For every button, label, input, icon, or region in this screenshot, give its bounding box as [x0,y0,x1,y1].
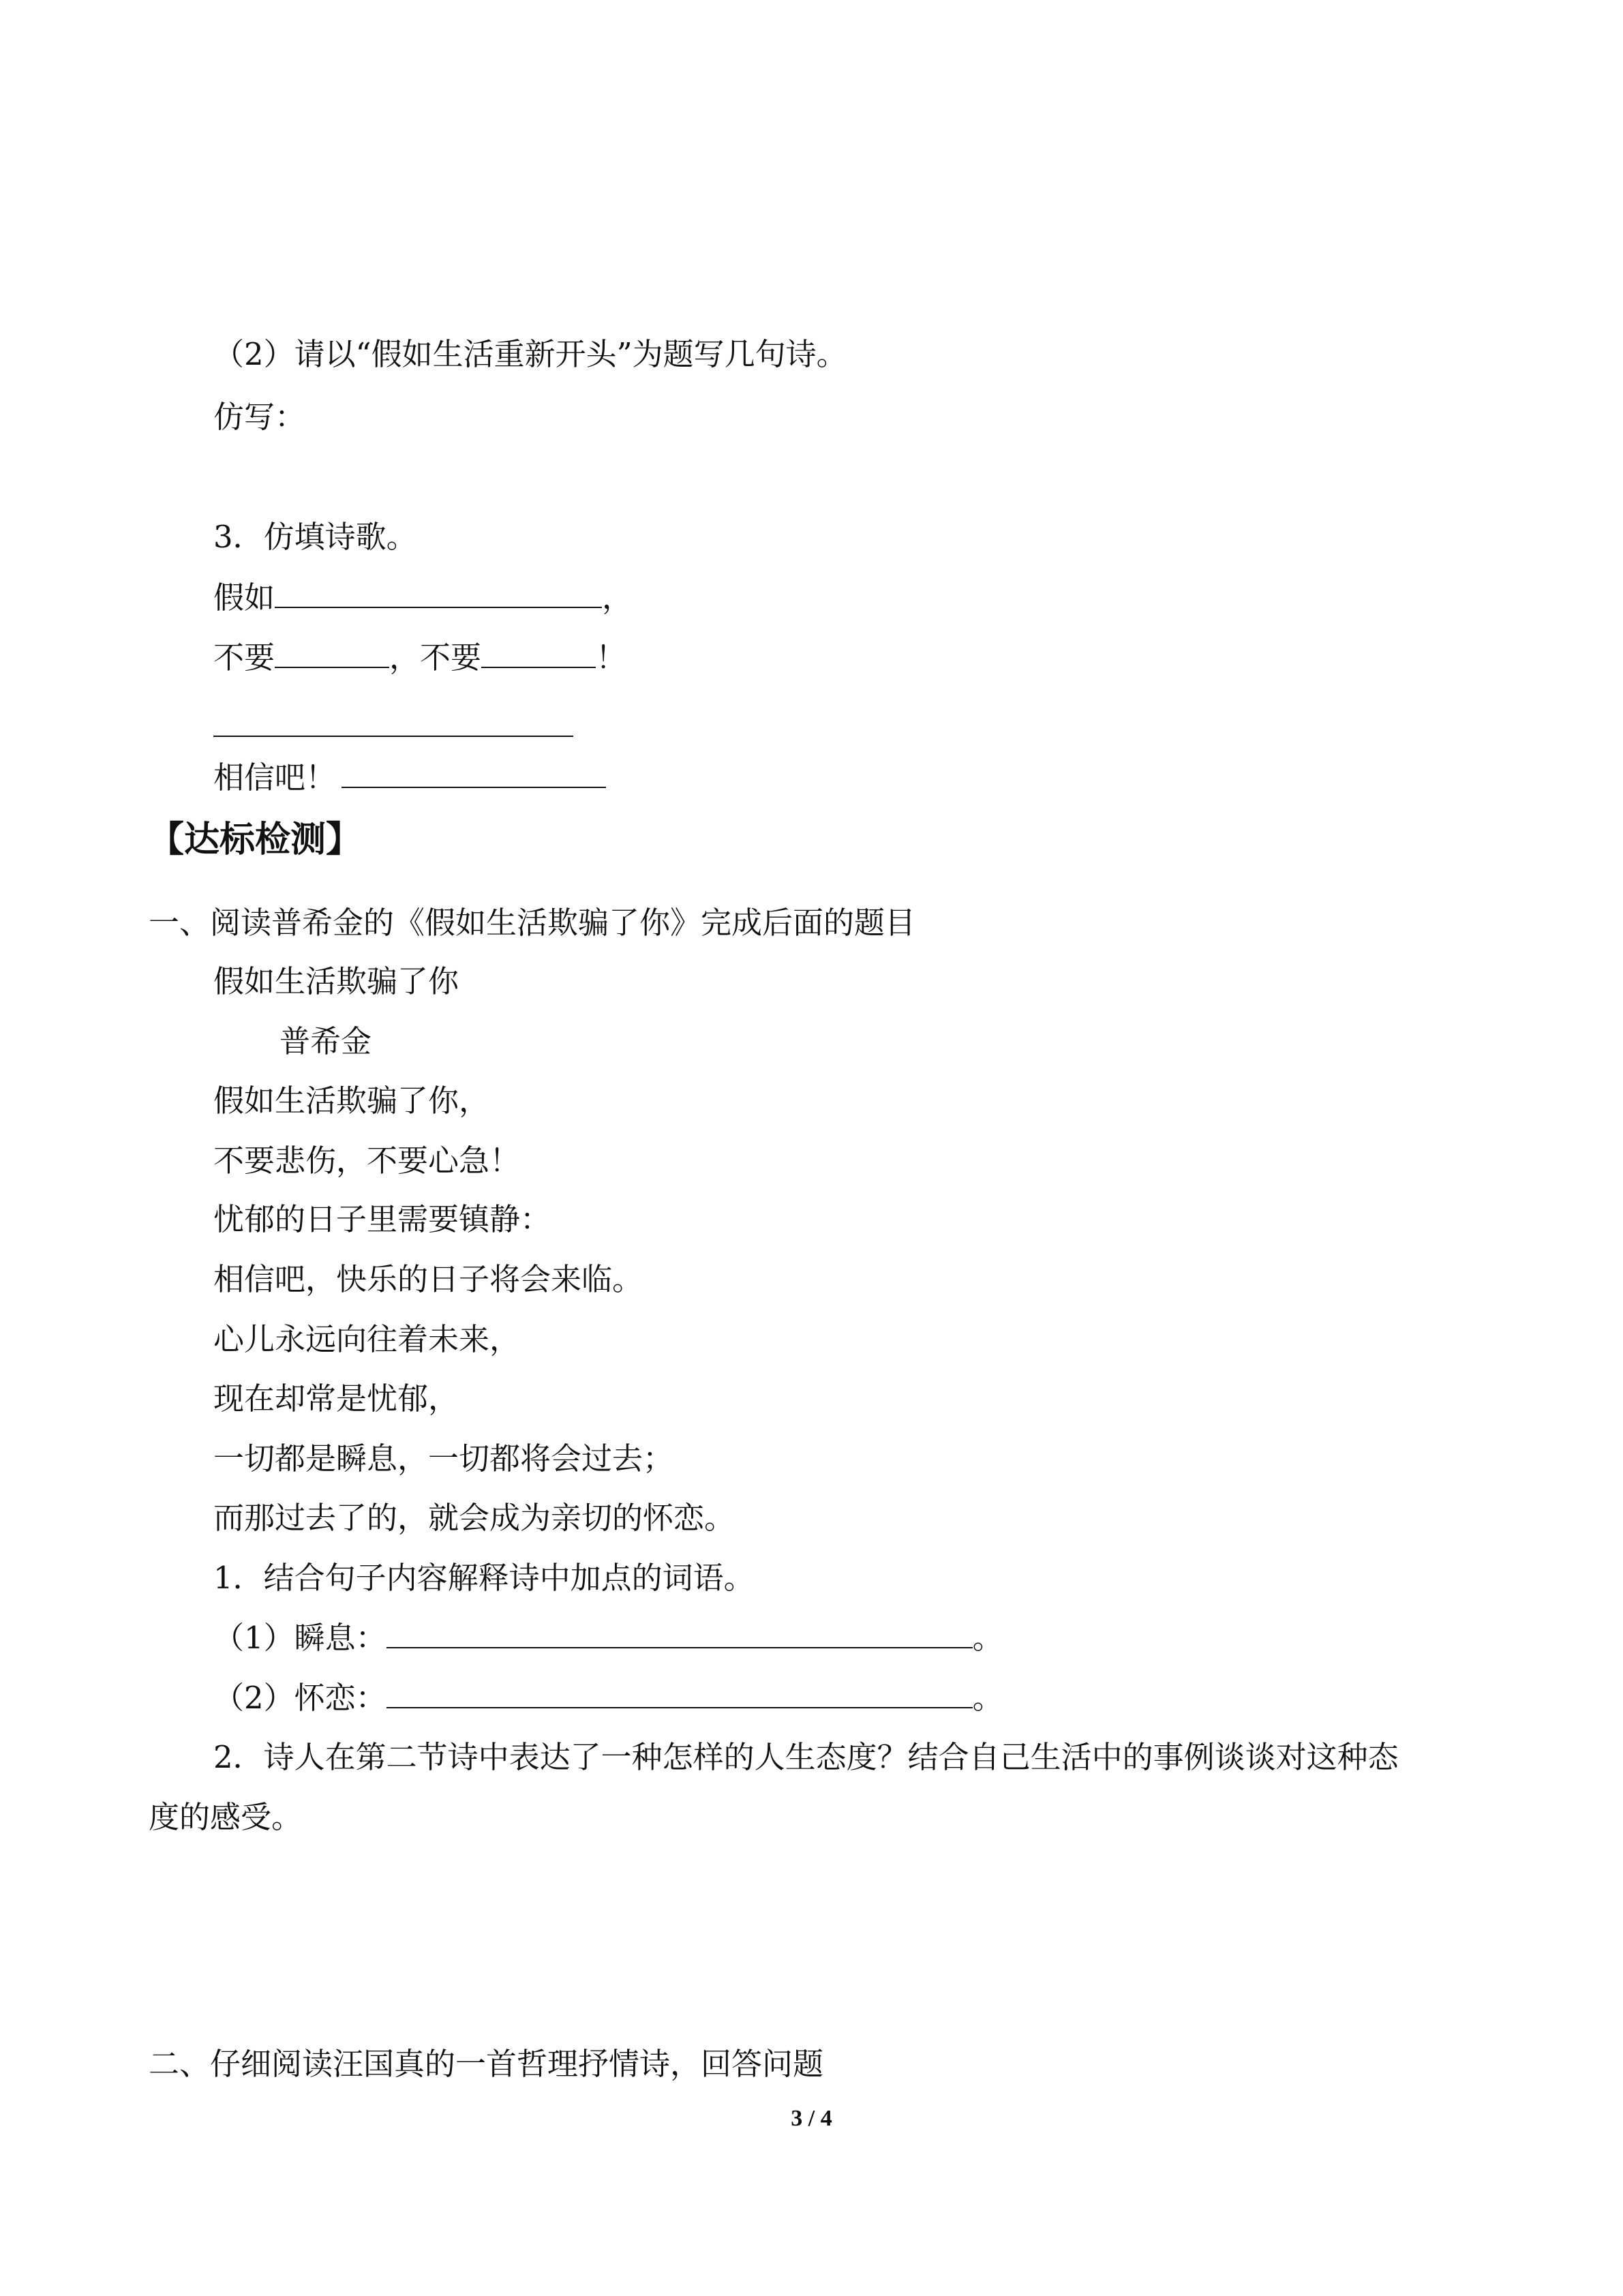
fill-line-2-suffix: ！ [596,639,627,676]
page-number: 3 / 4 [791,2106,832,2131]
fill-blank[interactable] [342,757,606,788]
fill-line-2-prefix: 不要 [213,639,275,676]
question-1-item-end: 。 [972,1680,1003,1716]
section-heading: 【达标检测】 [149,819,362,860]
fill-line-4 [213,757,606,798]
fill-blank[interactable] [275,637,389,668]
question-1-item-label: （1）瞬息： [213,1620,386,1656]
imitate-label: 仿写： [213,399,306,435]
question-2-line-1: 2．诗人在第二节诗中表达了一种怎样的人生态度？结合自己生活中的事例谈谈对这种态 [213,1739,1399,1775]
part-2-instruction: 二、仔细阅读汪国真的一首哲理抒情诗，回答问题 [149,2046,824,2082]
part-1-instruction: 一、阅读普希金的《假如生活欺骗了你》完成后面的题目 [149,905,916,941]
fill-blank[interactable] [275,577,602,608]
fill-line-2-mid: ，不要 [389,639,482,676]
question-2-prompt: （2）请以“假如生活重新开头”为题写几句诗。 [213,336,847,372]
question-1-item-2 [213,1677,1003,1719]
fill-line-2 [213,637,626,678]
question-1-item-1 [213,1617,1003,1659]
fill-line-1-suffix: ， [602,579,633,616]
poem-line: 不要悲伤，不要心急！ [213,1143,521,1179]
poem-line: 而那过去了的，就会成为亲切的怀恋。 [213,1500,735,1536]
question-1: 1．结合句子内容解释诗中加点的词语。 [213,1560,755,1596]
question-3-title: 3．仿填诗歌。 [213,519,417,555]
poem-line: 一切都是瞬息，一切都将会过去； [213,1440,674,1477]
answer-blank[interactable] [386,1617,973,1648]
fill-line-1 [213,577,633,618]
poem-line: 假如生活欺骗了你， [213,1083,490,1119]
fill-blank-full-line[interactable] [213,734,573,737]
fill-line-4-prefix: 相信吧！ [213,759,337,796]
fill-line-1-prefix: 假如 [213,579,275,616]
question-1-item-label: （2）怀恋： [213,1680,386,1716]
fill-blank[interactable] [481,637,596,668]
question-1-item-end: 。 [972,1620,1003,1656]
poem-line: 忧郁的日子里需要镇静： [213,1201,551,1237]
question-2-line-2: 度的感受。 [149,1799,303,1835]
answer-blank[interactable] [386,1677,973,1708]
poem-author: 普希金 [279,1023,372,1059]
poem-line: 现在却常是忧郁， [213,1380,459,1417]
poem-title: 假如生活欺骗了你 [213,963,459,999]
poem-line: 相信吧，快乐的日子将会来临。 [213,1261,643,1297]
poem-line: 心儿永远向往着未来， [213,1321,521,1357]
